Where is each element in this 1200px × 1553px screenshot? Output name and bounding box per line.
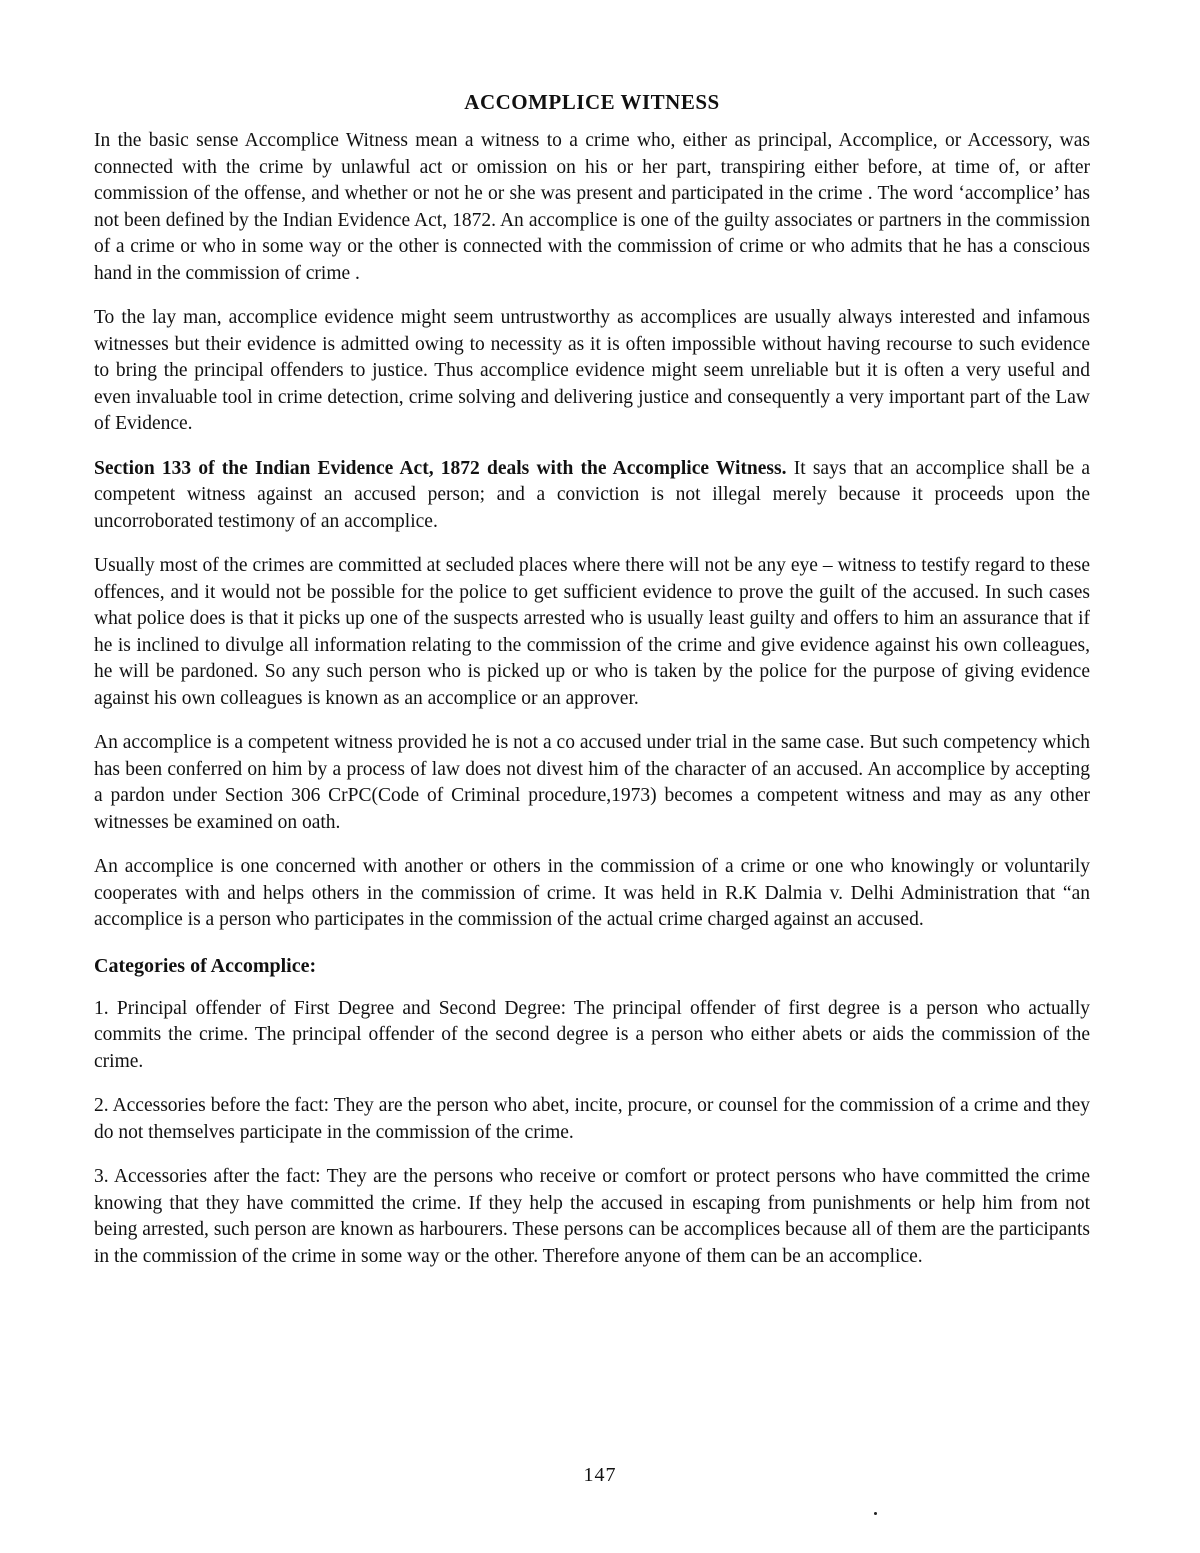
paragraph-section-133	[94, 456, 1090, 536]
section-133-lead: Section 133 of the Indian Evidence Act, 1872 deals with the Accomplice Witness.	[94, 457, 787, 479]
section-133-text: It says that an accomplice shall be a competent witness against an accused person; and a conviction is not illegal merely because it proceeds upon the uncorroborated testimony of an accomplice.	[94, 457, 1091, 532]
paragraph-lay-man: To the lay man, accomplice evidence might seem untrustworthy as accomplices are usually always interested and infamous witnesses but their evidence is admitted owing to necessity as it is often impossible without having recourse to such evidence to bring the principal offenders to justice. Thus accomplice evidence might seem unreliable but it is often a very useful and even invaluable tool in crime detection, crime solving and delivering justice and consequently a very important part of the Law of Evidence.	[94, 307, 1090, 434]
category-item-before-fact: 2. Accessories before the fact: They are the person who abet, incite, procure, or counsel for the commission of a crime and they do not themselves participate in the commission of the crime.	[94, 1095, 1090, 1143]
document-page	[94, 88, 1090, 1288]
paragraph-competent-witness: An accomplice is a competent witness provided he is not a co accused under trial in the same case. But such competency which has been conferred on him by a process of law does not divest him of the character of an accused. An accomplice by accepting a pardon under Section 306 CrPC(Code of Criminal procedure,1973) becomes a competent witness and may as any other witnesses be examined on oath.	[94, 732, 1090, 833]
paragraph-definition: In the basic sense Accomplice Witness mean a witness to a crime who, either as principal, Accomplice, or Accessory, was connected with the crime by unlawful act or omission on his or her part, transpiring either before, at time of, or after commission of the offense, and whether or not he or she was present and participated in the crime . The word ‘accomplice’ has not been defined by the Indian Evidence Act, 1872. An accomplice is one of the guilty associates or partners in the commission of a crime or who in some way or the other is connected with the commission of crime or who admits that he has a conscious hand in the commission of crime .	[94, 130, 1090, 284]
paragraph-secluded-places: Usually most of the crimes are committed at secluded places where there will not be any eye – witness to testify regard to these offences, and it would not be possible for the police to get sufficient evidence to prove the guilt of the accused. In such cases what police does is that it picks up one of the suspects arrested who is usually least guilty and offers to him an assurance that if he is inclined to divulge all information relating to the commission of the crime and give evidence against his own colleagues, he will be pardoned. So any such person who is picked up or who is taken by the police for the purpose of giving evidence against his own colleagues is known as an accomplice or an approver.	[94, 555, 1090, 709]
paragraph-dalmia: An accomplice is one concerned with another or others in the commission of a crime or one who knowingly or voluntarily cooperates with and helps others in the commission of crime. It was held in R.K Dalmia v. Delhi Administration that “an accomplice is a person who participates in the commission of the actual crime charged against an accused.	[94, 856, 1090, 930]
scan-speck	[874, 1512, 877, 1515]
page-title: ACCOMPLICE WITNESS	[464, 90, 720, 114]
categories-heading: Categories of Accomplice:	[94, 954, 317, 977]
page-number: 147	[583, 1464, 617, 1486]
category-item-principal: 1. Principal offender of First Degree and Second Degree: The principal offender of first degree is a person who actually commits the crime. The principal offender of the second degree is a person who either abets or aids the commission of the crime.	[94, 997, 1090, 1072]
category-item-after-fact: 3. Accessories after the fact: They are the persons who receive or comfort or protect persons who have committed the crime knowing that they have committed the crime. If they help the accused in escaping from punishments or help him from not being arrested, such person are known as harbourers. These persons can be accomplices because all of them are the participants in the commission of the crime in some way or the other. Therefore anyone of them can be an accomplice.	[94, 1166, 1090, 1267]
